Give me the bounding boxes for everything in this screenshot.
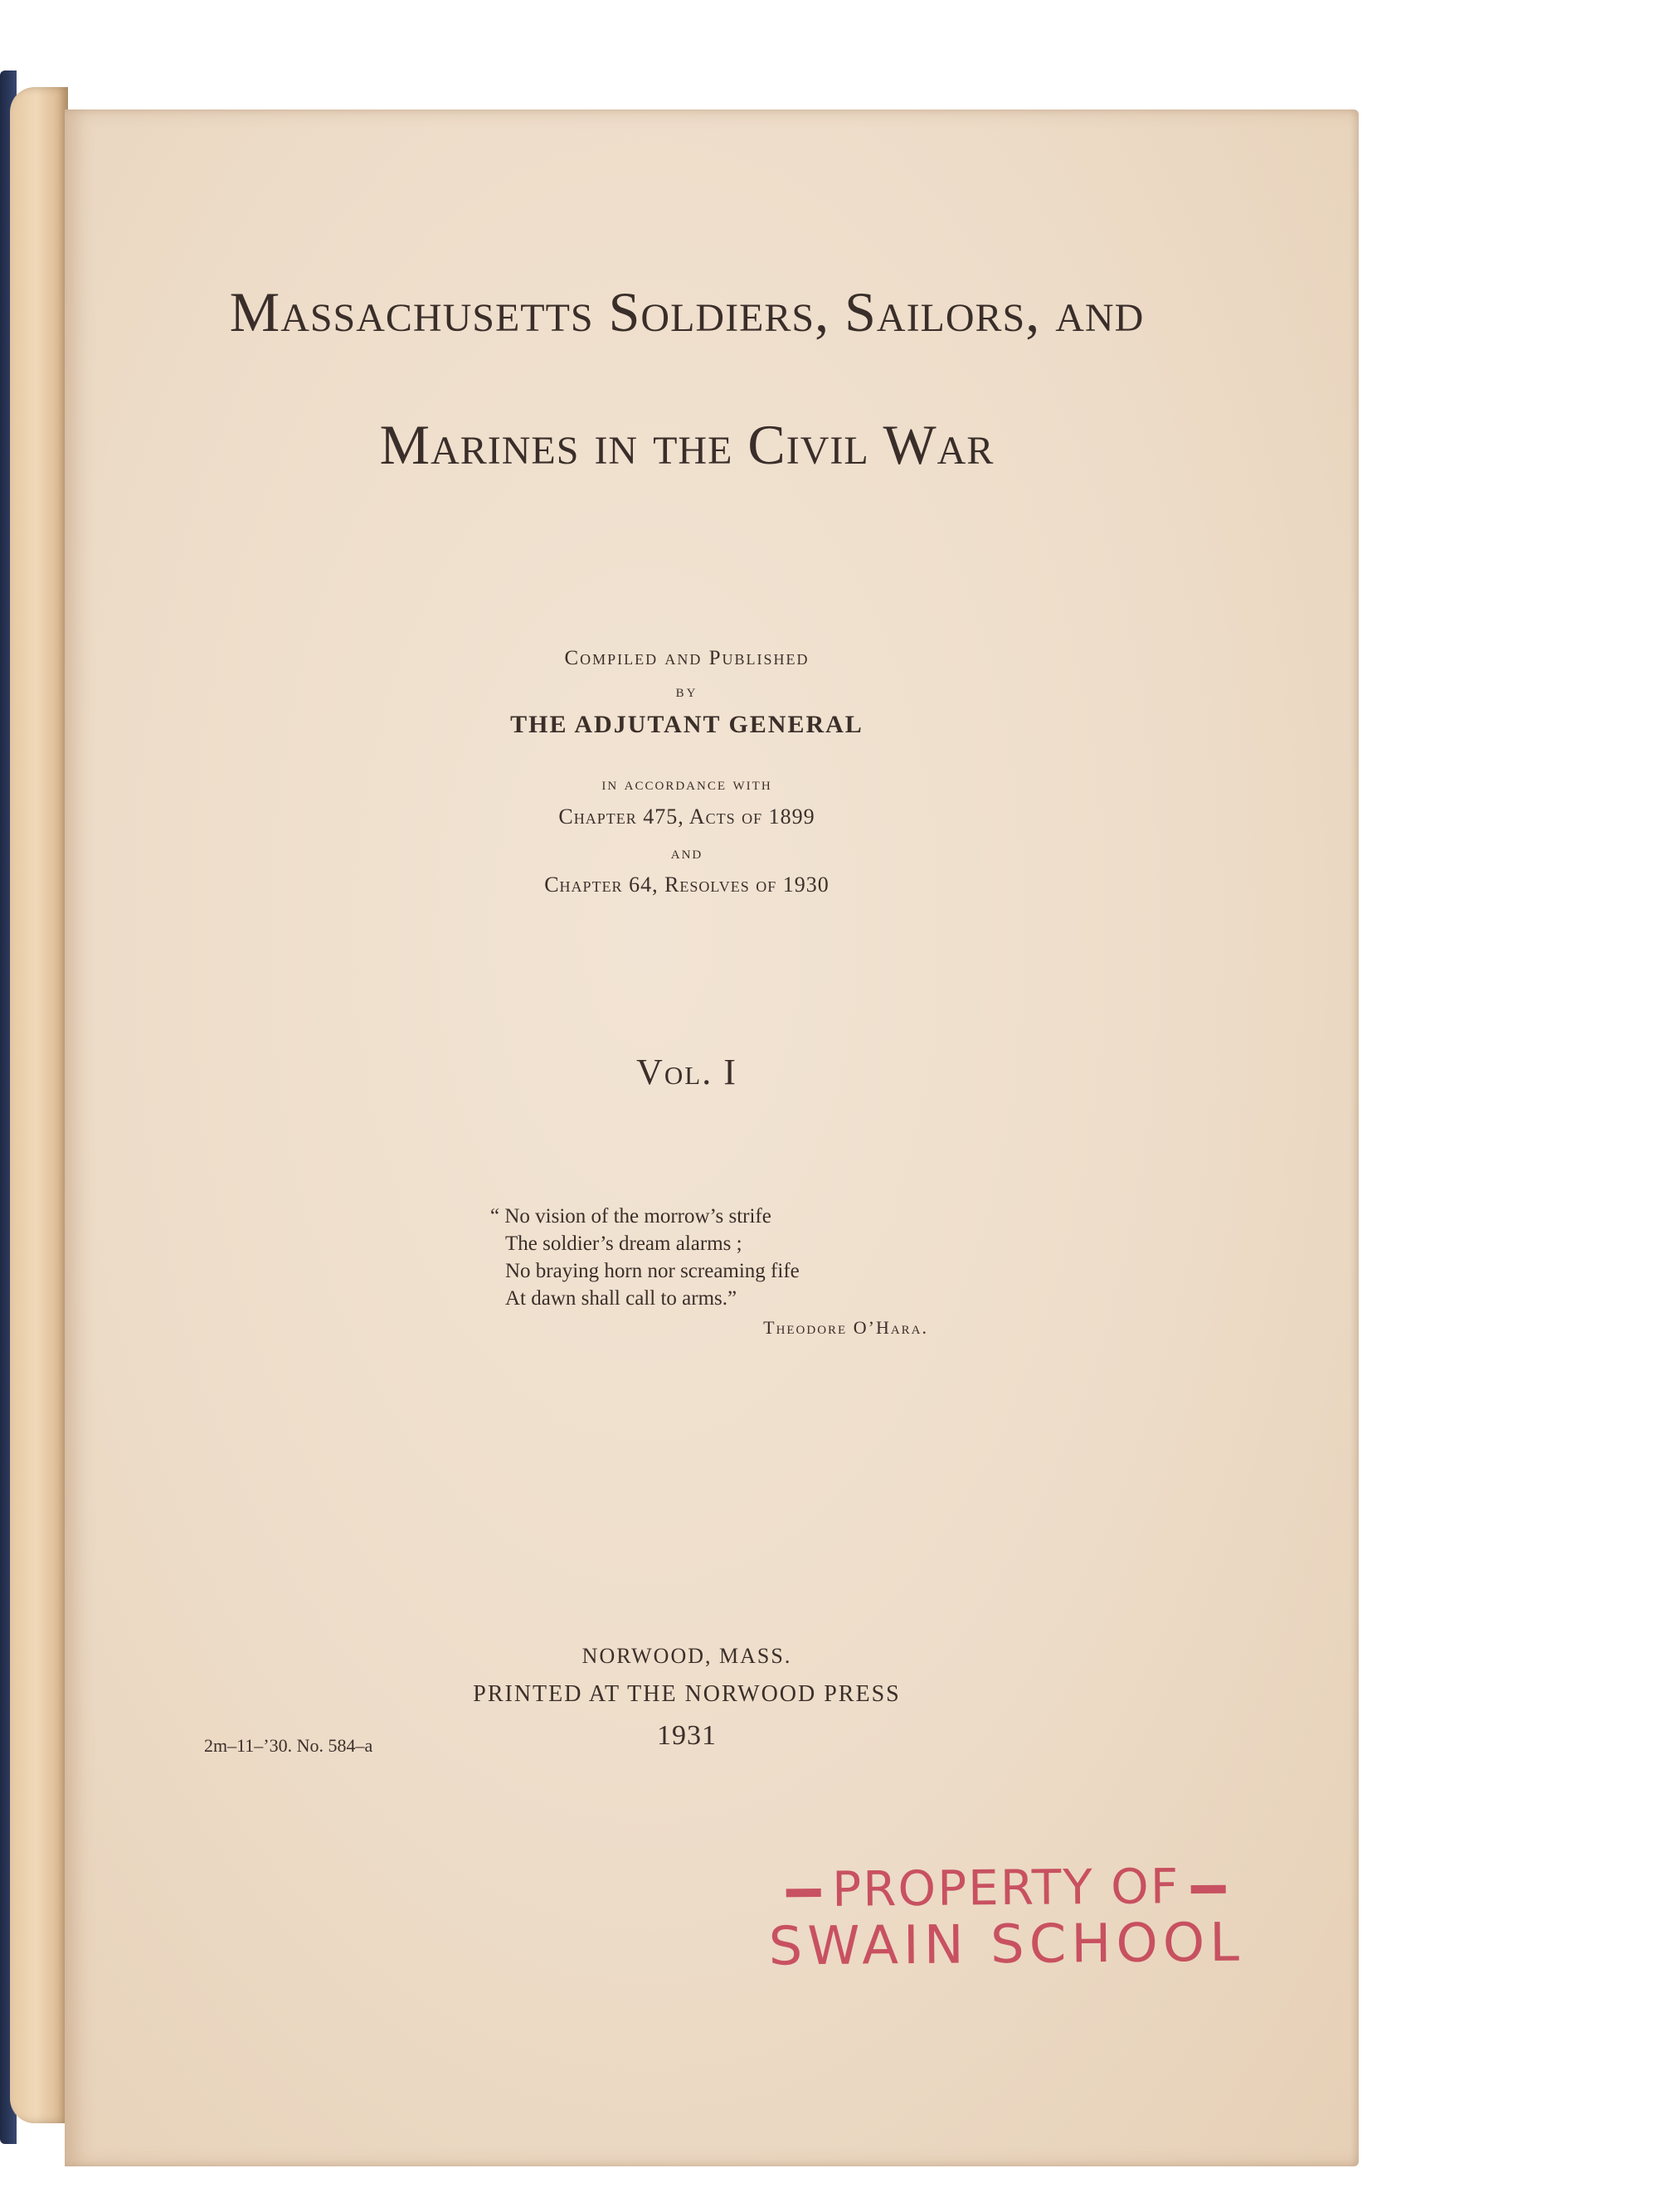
- epigraph-line-1: “ No vision of the morrow’s strife: [490, 1205, 771, 1228]
- imprint-printer: PRINTED AT THE NORWOOD PRESS: [473, 1681, 901, 1707]
- epigraph: [490, 1203, 928, 1341]
- library-stamp: [723, 1857, 1288, 1978]
- imprint-place: NORWOOD, MASS.: [581, 1644, 792, 1668]
- stamp-text-1: PROPERTY OF: [831, 1858, 1180, 1918]
- title-page: [65, 109, 1359, 2166]
- print-code: 2m–11–’30. No. 584–a: [204, 1735, 373, 1756]
- accordance-line: in accordance with: [601, 773, 772, 794]
- title-line-2: Marines in the Civil War: [379, 413, 995, 476]
- chapter-475-line: Chapter 475, Acts of 1899: [558, 805, 815, 829]
- stamp-text-2: SWAIN SCHOOL: [768, 1912, 1245, 1978]
- stamp-line-1: [723, 1857, 1288, 1918]
- by-line: by: [675, 680, 698, 701]
- stamp-dash-right: [1191, 1885, 1226, 1894]
- stamp-dash-left: [786, 1889, 820, 1897]
- volume-label: Vol. I: [636, 1052, 737, 1092]
- author-line: THE ADJUTANT GENERAL: [510, 711, 864, 738]
- and-line: and: [670, 842, 703, 863]
- epigraph-line-2: The soldier’s dream alarms ;: [505, 1232, 742, 1255]
- chapter-64-line: Chapter 64, Resolves of 1930: [544, 873, 830, 897]
- epigraph-line-4: At dawn shall call to arms.”: [505, 1287, 737, 1310]
- compiled-line: Compiled and Published: [564, 647, 810, 669]
- title-line-1: Massachusetts Soldiers, Sailors, and: [229, 280, 1145, 343]
- epigraph-line-3: No braying horn nor screaming fife: [505, 1260, 800, 1282]
- imprint-year: 1931: [657, 1720, 717, 1751]
- epigraph-author: Theodore O’Hara.: [763, 1317, 928, 1338]
- left-page-edge: [10, 87, 68, 2123]
